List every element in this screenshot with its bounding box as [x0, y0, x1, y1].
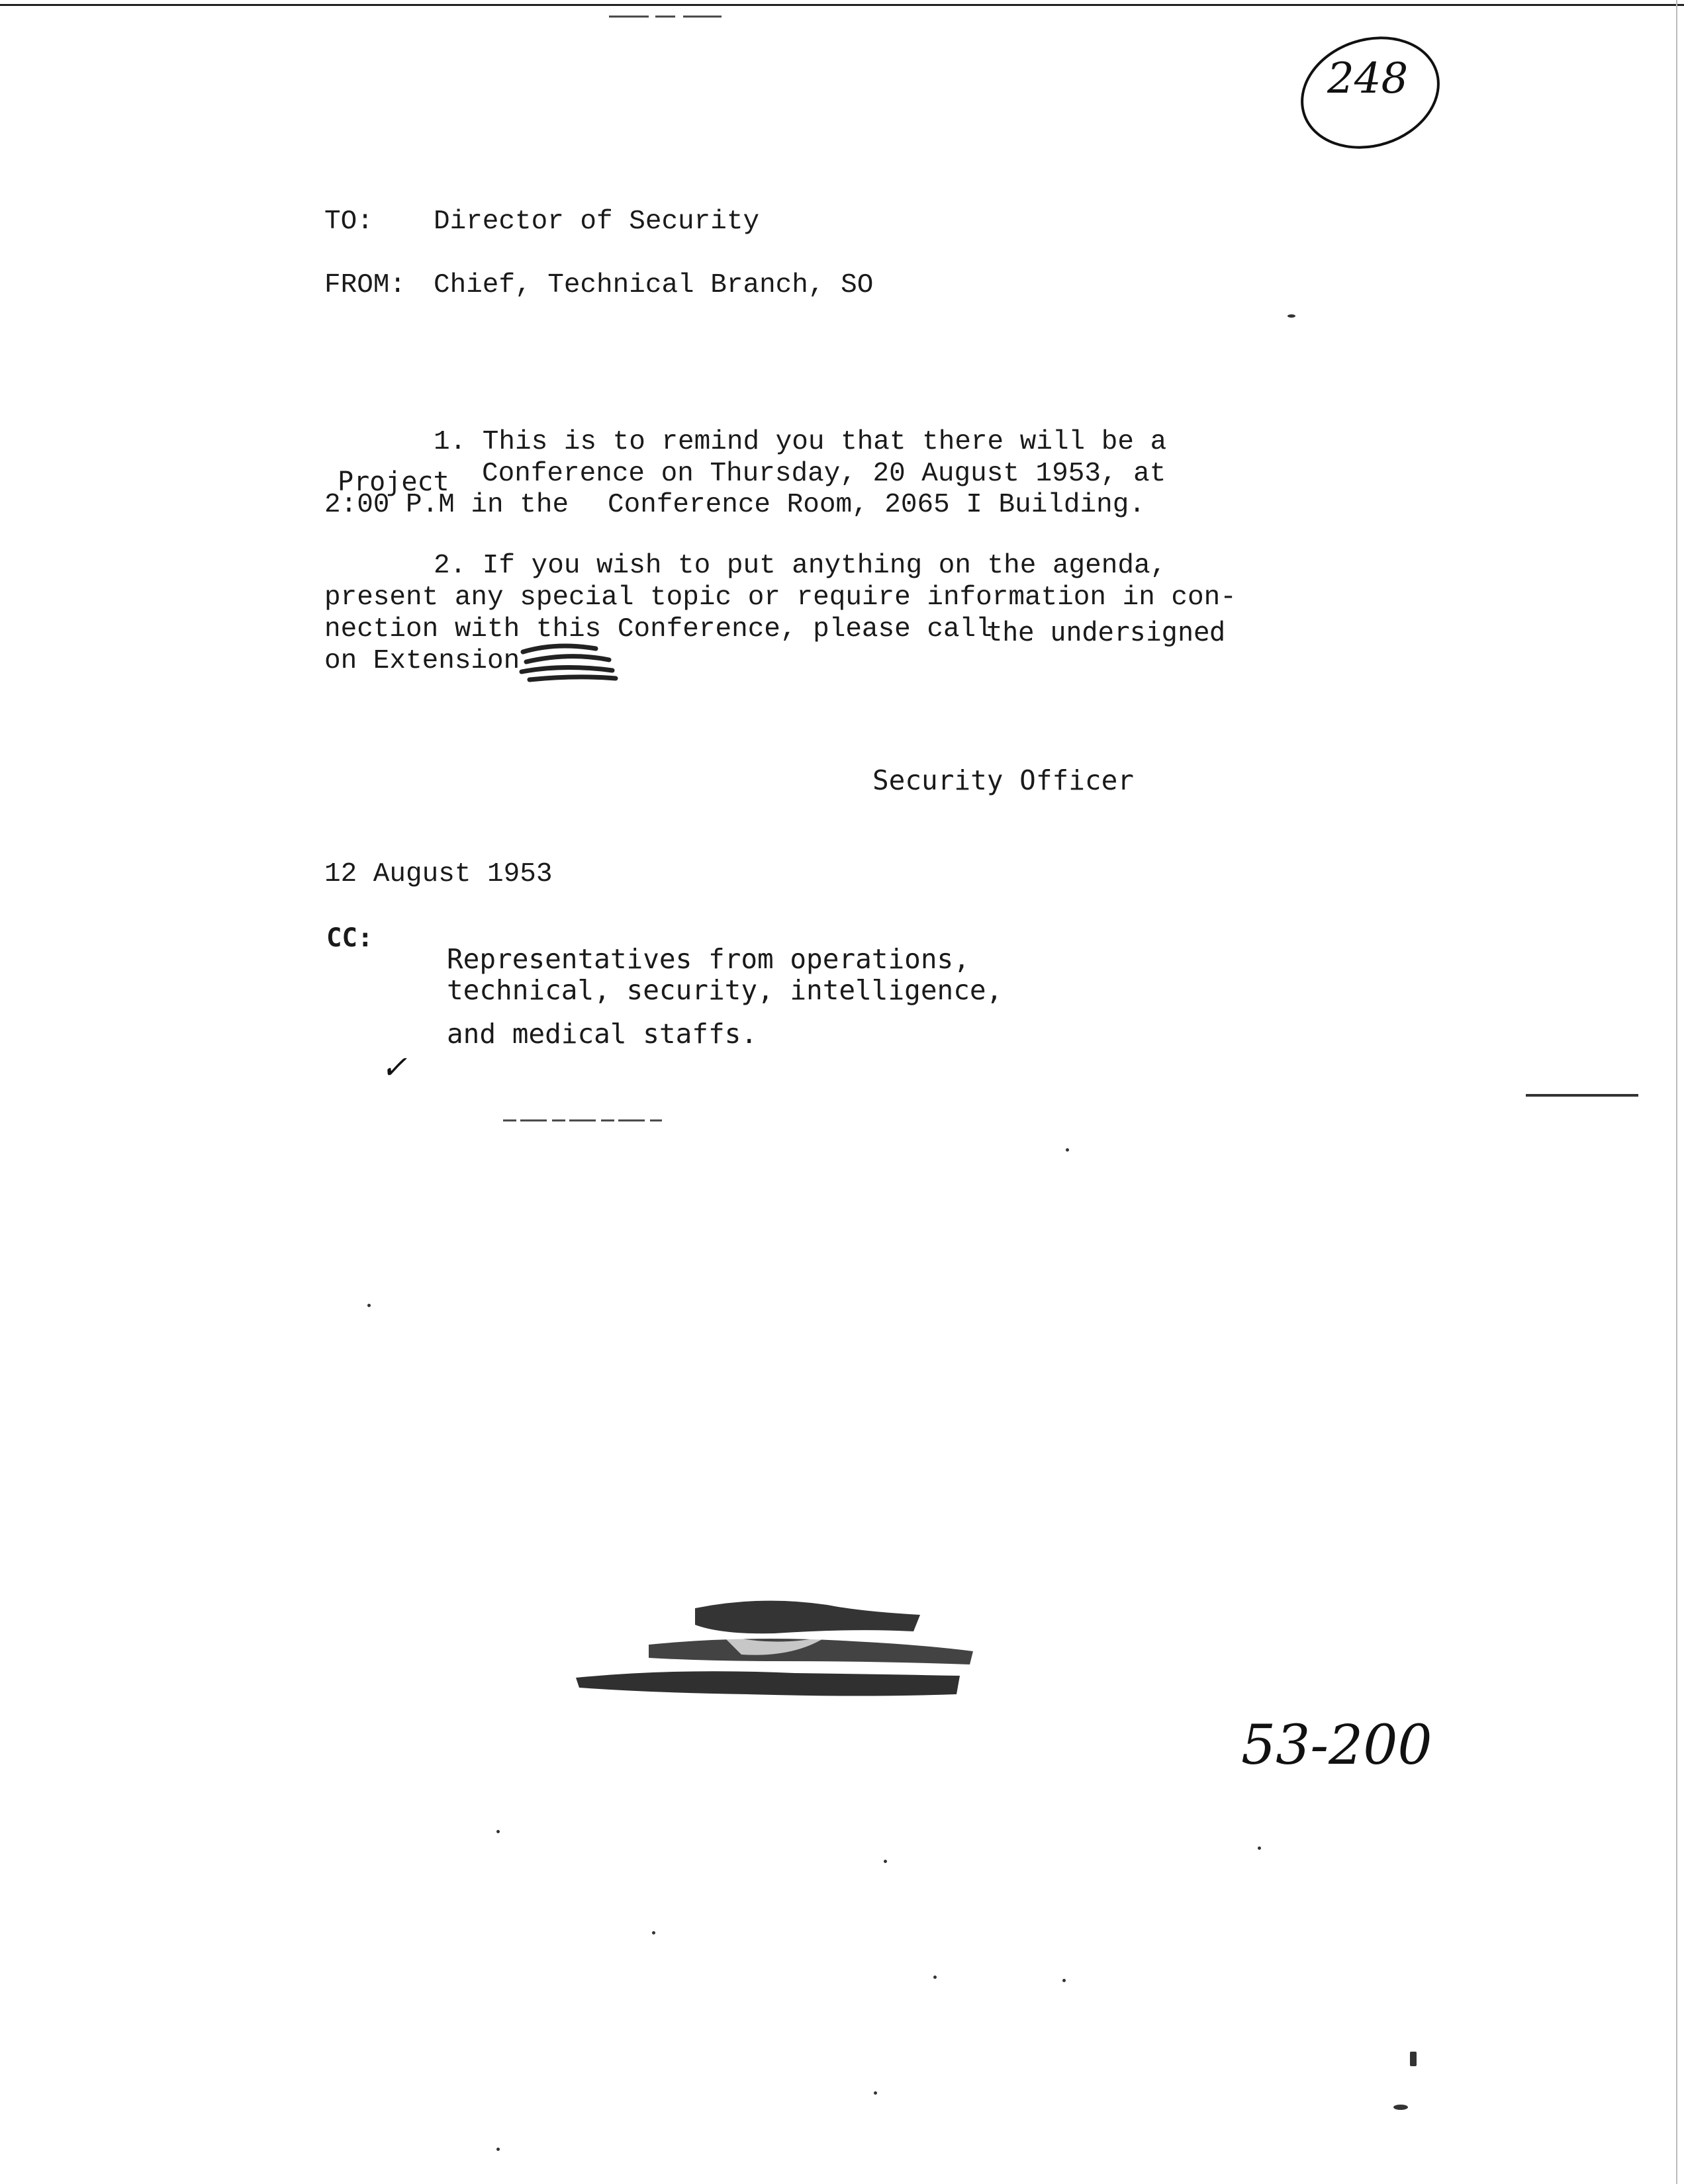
paragraph-1-insert: Project	[338, 467, 449, 497]
speck	[496, 1830, 500, 1833]
document-number: 53-200	[1241, 1714, 1432, 1777]
speck	[496, 2148, 500, 2151]
speck	[884, 1860, 887, 1863]
redaction-mark-extension	[516, 639, 622, 692]
speck	[1066, 1148, 1069, 1152]
cc-line-1: Representatives from operations,	[447, 943, 970, 975]
from-value: Chief, Technical Branch, SO	[434, 270, 874, 300]
paragraph-2-line-3a: nection with this Conference, please call	[324, 614, 992, 645]
dashed-remnant-line	[503, 1117, 662, 1124]
speck	[1062, 1979, 1066, 1982]
paragraph-1-line-2: Conference on Thursday, 20 August 1953, at	[482, 459, 1166, 489]
speck	[1287, 314, 1295, 318]
check-mark: ✓	[381, 1049, 408, 1086]
cc-line-3: and medical staffs.	[447, 1018, 757, 1050]
paragraph-2-line-3b: the undersigned	[986, 617, 1226, 647]
right-remnant-line	[1526, 1092, 1638, 1099]
speck	[367, 1304, 371, 1307]
page-number: 248	[1327, 54, 1409, 103]
paragraph-1-line-3a: 2:00 P.M in the	[324, 490, 569, 520]
paragraph-2-line-1: 2. If you wish to put anything on the agenda,	[434, 551, 1167, 581]
paragraph-1-line-1: 1. This is to remind you that there will be a	[434, 427, 1167, 457]
redaction-blot	[576, 1595, 986, 1707]
to-value: Director of Security	[434, 206, 760, 237]
cc-label: CC:	[326, 923, 373, 953]
top-remnant-line	[609, 13, 722, 20]
speck	[874, 2091, 877, 2095]
speck	[1393, 2105, 1408, 2110]
cc-line-2: technical, security, intelligence,	[447, 974, 1003, 1006]
speck	[933, 1976, 937, 1979]
memo-date: 12 August 1953	[324, 859, 553, 889]
signature-title: Security Officer	[872, 764, 1134, 796]
speck	[652, 1931, 655, 1934]
speck	[1410, 2052, 1417, 2066]
top-border-line	[0, 4, 1684, 6]
paragraph-1-line-3b: Conference Room, 2065 I Building.	[608, 490, 1145, 520]
from-label: FROM:	[324, 270, 406, 300]
page-edge	[1676, 0, 1677, 2184]
paragraph-2-line-2: present any special topic or require information in con-	[324, 582, 1237, 613]
to-label: TO:	[324, 206, 373, 237]
speck	[1258, 1846, 1261, 1850]
paragraph-2-line-4: on Extension	[324, 646, 520, 676]
